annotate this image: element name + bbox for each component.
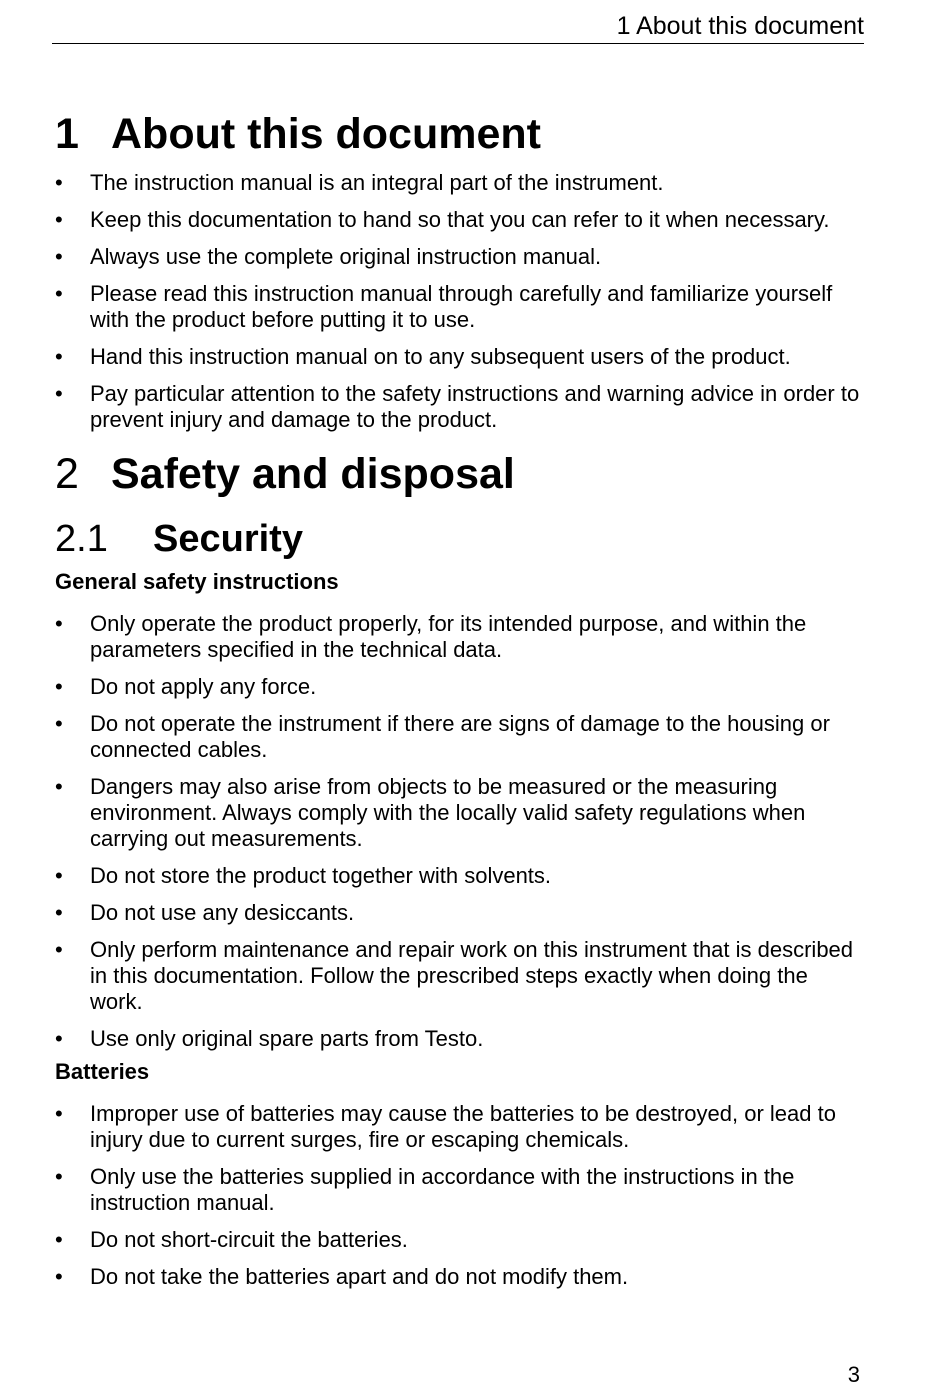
section-2-number: 2	[55, 450, 79, 498]
bullet-icon: •	[55, 774, 63, 799]
bullet-icon: •	[55, 170, 63, 195]
bullet-icon: •	[55, 1164, 63, 1189]
list-item: • Improper use of batteries may cause the batteries to be destroyed, or lead to injury due to current surges, fire or escaping chemicals.	[55, 1101, 836, 1152]
running-header: 1 About this document	[616, 12, 864, 40]
bullet-icon: •	[55, 281, 63, 306]
bullet-icon: •	[55, 611, 63, 636]
bullet-icon: •	[55, 863, 63, 888]
bullet-icon: •	[55, 674, 63, 699]
list-item: • Do not apply any force.	[55, 674, 317, 699]
list-item: • Hand this instruction manual on to any subsequent users of the product.	[55, 344, 791, 369]
bullet-icon: •	[55, 900, 63, 925]
bullet-icon: •	[55, 711, 63, 736]
section-2-1-number: 2.1	[55, 518, 108, 560]
section-1-title: About this document	[111, 110, 541, 158]
list-item: • Pay particular attention to the safety instructions and warning advice in order to prevent injury and damage to the product.	[55, 381, 860, 432]
bullet-icon: •	[55, 1264, 63, 1289]
section-2-title: Safety and disposal	[111, 450, 515, 498]
list-item: • Only operate the product properly, for its intended purpose, and within the parameters specified in the technical data.	[55, 611, 807, 662]
page-number: 3	[847, 1362, 860, 1387]
bullet-icon: •	[55, 244, 63, 269]
section-1-bullet-list	[55, 170, 865, 444]
list-item: • Only perform maintenance and repair work on this instrument that is described in this documentation. Follow the prescribed steps exactly when doing the work.	[55, 937, 854, 1014]
general-safety-bullet-list	[55, 611, 865, 1063]
list-item: • Do not operate the instrument if there are signs of damage to the housing or connected cables.	[55, 711, 830, 762]
header-divider	[52, 43, 864, 44]
section-1-number: 1	[55, 110, 79, 158]
list-item: • Do not take the batteries apart and do not modify them.	[55, 1264, 629, 1289]
list-item: • Do not short-circuit the batteries.	[55, 1227, 408, 1252]
bullet-icon: •	[55, 344, 63, 369]
general-safety-heading: General safety instructions	[55, 569, 339, 594]
list-item: • Always use the complete original instruction manual.	[55, 244, 602, 269]
bullet-icon: •	[55, 1101, 63, 1126]
bullet-icon: •	[55, 1227, 63, 1252]
batteries-bullet-list	[55, 1101, 865, 1301]
list-item: • Only use the batteries supplied in accordance with the instructions in the instruction manual.	[55, 1164, 795, 1215]
batteries-heading: Batteries	[55, 1059, 150, 1084]
list-item: • Use only original spare parts from Testo.	[55, 1026, 484, 1051]
bullet-icon: •	[55, 937, 63, 962]
list-item: • Keep this documentation to hand so that you can refer to it when necessary.	[55, 207, 830, 232]
bullet-icon: •	[55, 207, 63, 232]
list-item: • Do not use any desiccants.	[55, 900, 355, 925]
bullet-icon: •	[55, 1026, 63, 1051]
list-item: • Do not store the product together with solvents.	[55, 863, 552, 888]
bullet-icon: •	[55, 381, 63, 406]
section-2-1-title: Security	[153, 518, 303, 560]
list-item: • The instruction manual is an integral part of the instrument.	[55, 170, 664, 195]
list-item: • Please read this instruction manual through carefully and familiarize yourself with the product before putting it to use.	[55, 281, 833, 332]
list-item: • Dangers may also arise from objects to be measured or the measuring environment. Always comply with the locally valid safety regulations when carrying out measurements.	[55, 774, 806, 851]
